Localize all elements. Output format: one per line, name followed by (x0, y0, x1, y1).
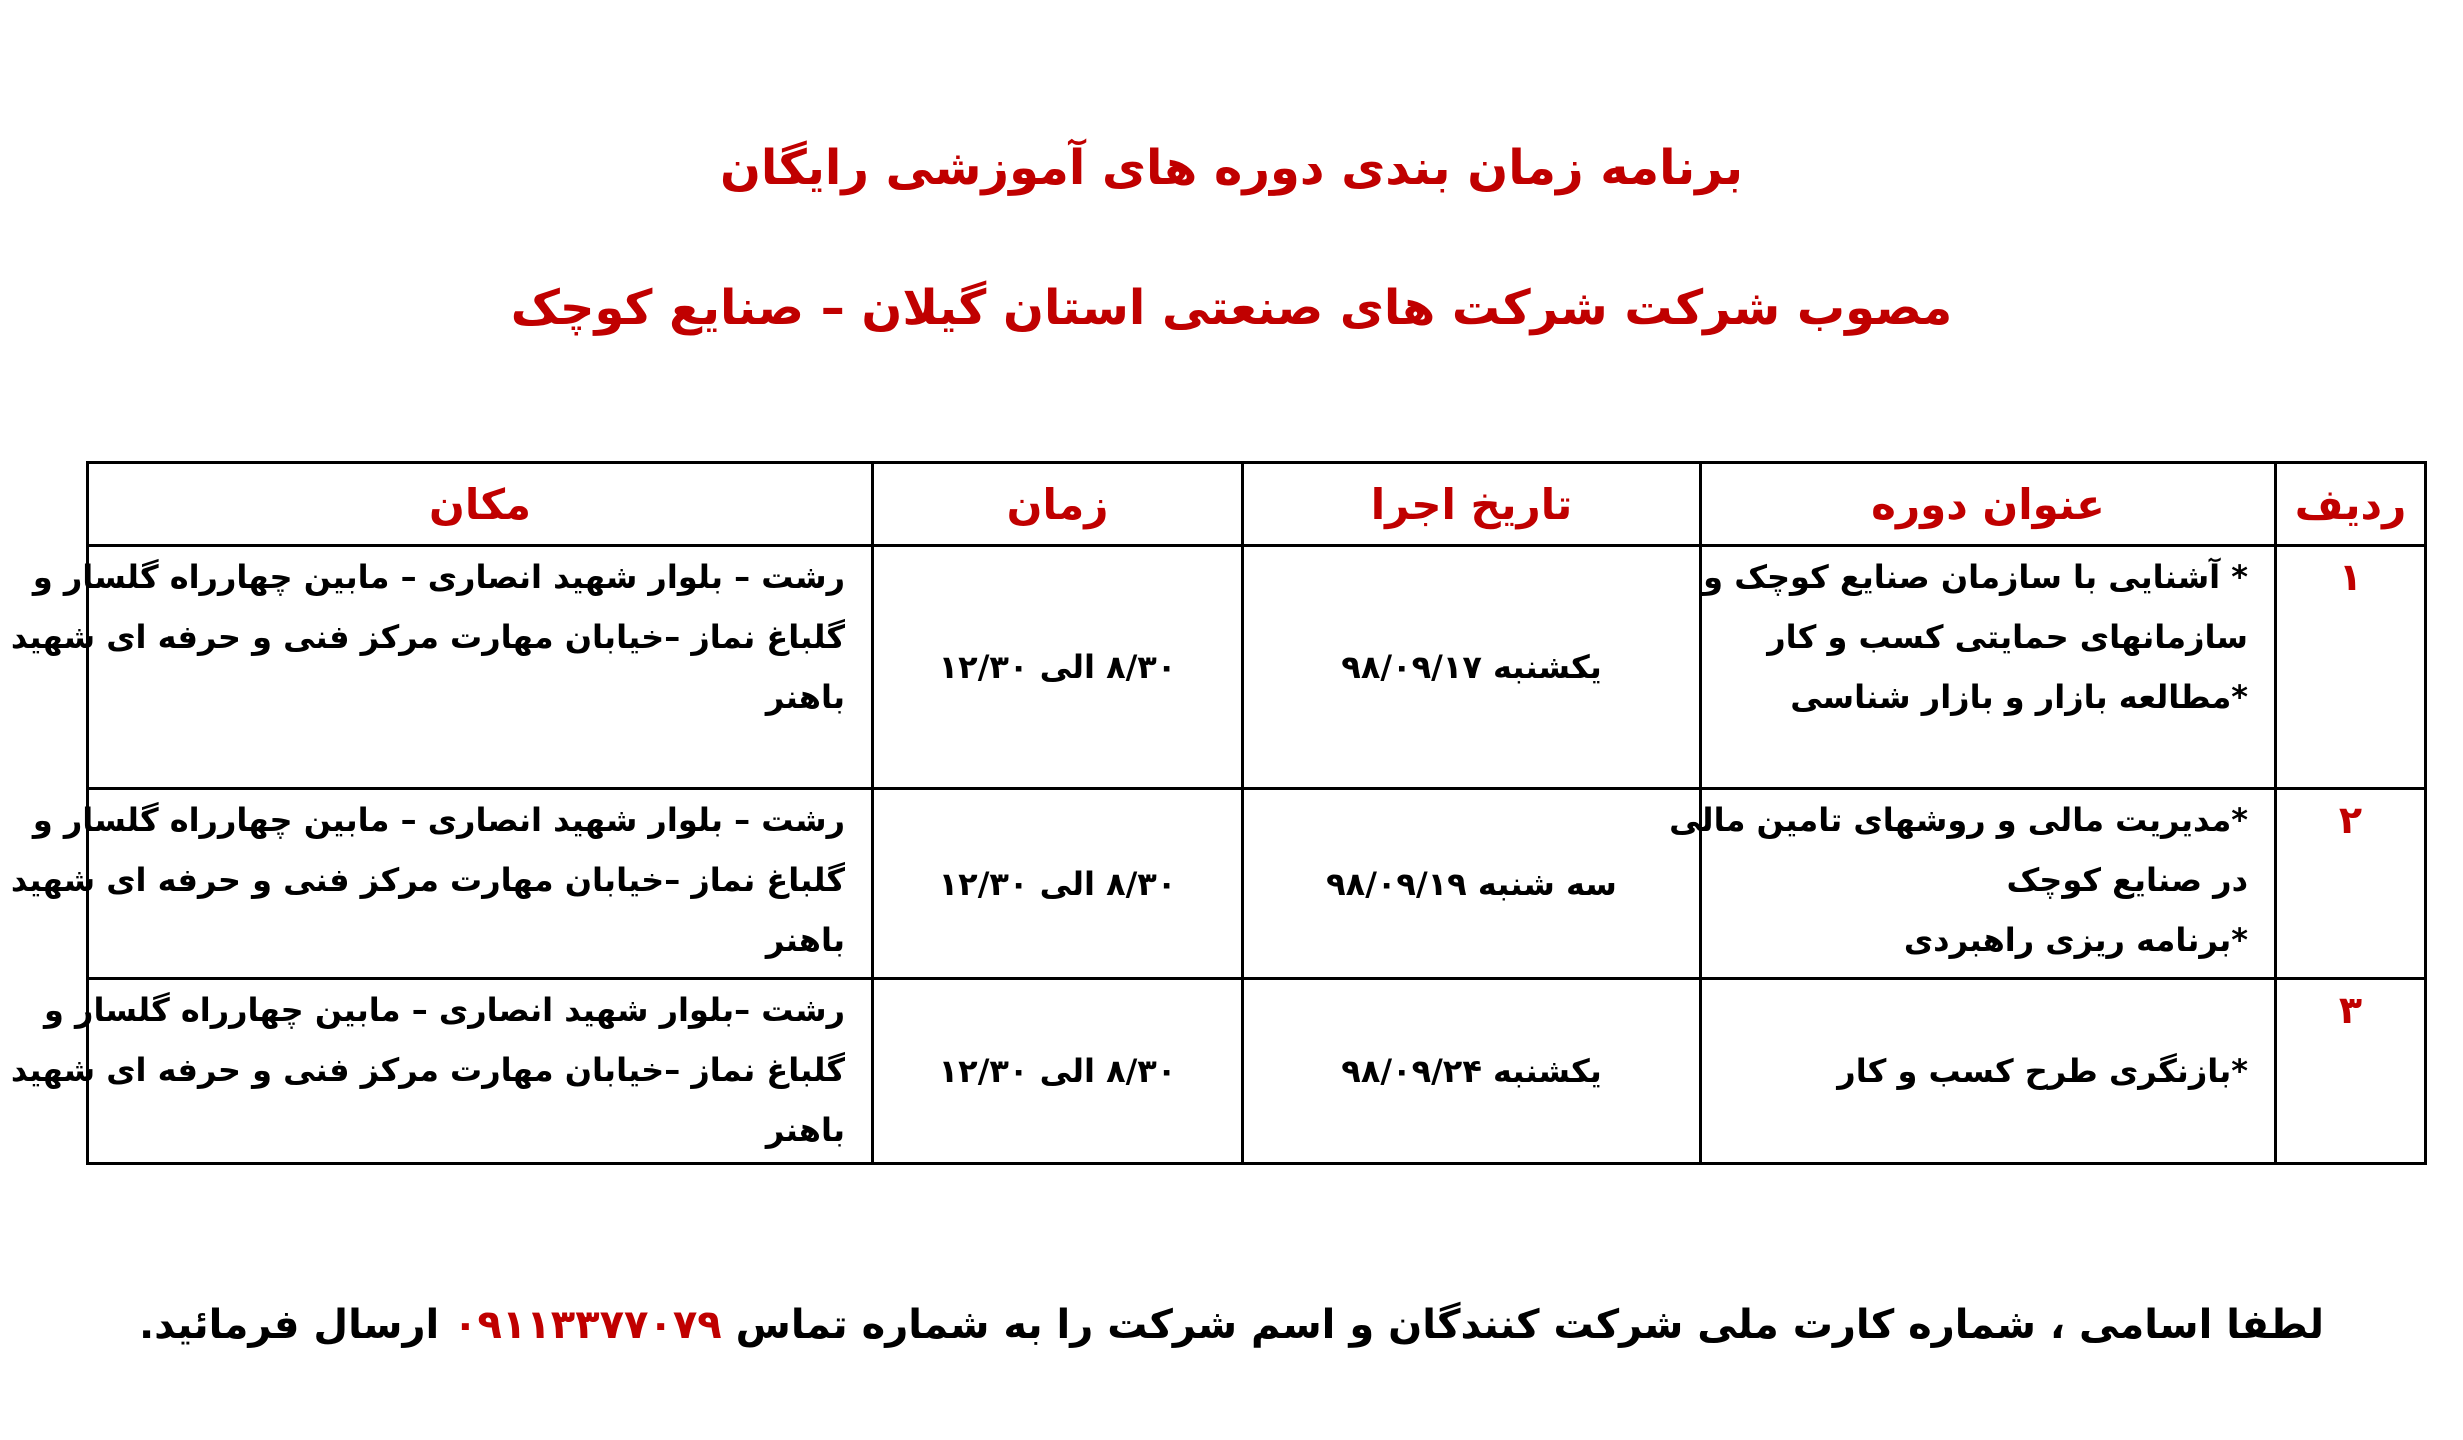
place-line: گلباغ نماز –خیابان مهارت مرکز فنی و حرفه ای شهید (10, 861, 845, 899)
course-line: * آشنایی با سازمان صنایع کوچک و (1703, 558, 2248, 596)
cell-course-title (1669, 789, 2276, 979)
place-line: باهنر (765, 921, 845, 959)
course-line: در صنایع کوچک (2006, 861, 2248, 899)
cell-time: ۸/۳۰ الی ۱۲/۳۰ (873, 979, 1243, 1164)
place-line: رشت – بلوار شهید انصاری – مابین چهارراه گلسار و (32, 801, 845, 839)
course-line: سازمانهای حمایتی کسب و کار (1767, 618, 2248, 656)
cell-course-title (1701, 979, 2276, 1164)
cell-row-no: ۲ (2276, 789, 2426, 979)
place-line: رشت – بلوار شهید انصاری – مابین چهارراه گلسار و (32, 558, 845, 596)
footer-text-before: لطفا اسامی ، شماره کارت ملی شرکت کنندگان و اسم شرکت را به شماره تماس (735, 1302, 2325, 1348)
cell-course-title (1701, 546, 2276, 789)
header-row-no: ردیف (2276, 463, 2426, 546)
cell-row-no: ۱ (2276, 546, 2426, 789)
page-subtitle: مصوب شرکت شرکت های صنعتی استان گیلان – صنایع کوچک (510, 280, 1953, 336)
table-row (88, 979, 2426, 1164)
footer-note (0, 1302, 2463, 1348)
cell-time: ۸/۳۰ الی ۱۲/۳۰ (873, 546, 1243, 789)
cell-date: سه شنبه ۹۸/۰۹/۱۹ (1243, 789, 1701, 979)
cell-place (10, 546, 873, 789)
header-course-title: عنوان دوره (1701, 463, 2276, 546)
cell-place (10, 789, 873, 979)
cell-date: یکشنبه ۹۸/۰۹/۱۷ (1243, 546, 1701, 789)
schedule-table-container (10, 461, 2424, 1158)
table-row (88, 789, 2426, 979)
footer-phone-number: ۰۹۱۱۳۳۷۷۰۷۹ (453, 1302, 722, 1348)
course-line: *مدیریت مالی و روشهای تامین مالی (1669, 801, 2248, 839)
header-time: زمان (873, 463, 1243, 546)
course-line: *مطالعه بازار و بازار شناسی (1790, 678, 2248, 716)
schedule-table (10, 461, 2427, 1165)
table-row (88, 546, 2426, 789)
cell-row-no: ۳ (2276, 979, 2426, 1164)
place-line: گلباغ نماز –خیابان مهارت مرکز فنی و حرفه ای شهید (10, 618, 845, 656)
course-line: *برنامه ریزی راهبردی (1903, 921, 2248, 959)
place-line: باهنر (765, 1111, 845, 1149)
cell-date: یکشنبه ۹۸/۰۹/۲۴ (1243, 979, 1701, 1164)
course-line: *بازنگری طرح کسب و کار (1837, 1052, 2248, 1090)
cell-time: ۸/۳۰ الی ۱۲/۳۰ (873, 789, 1243, 979)
cell-place (10, 979, 873, 1164)
header-date: تاریخ اجرا (1243, 463, 1701, 546)
place-line: گلباغ نماز –خیابان مهارت مرکز فنی و حرفه ای شهید (10, 1051, 845, 1089)
page-title: برنامه زمان بندی دوره های آموزشی رایگان (719, 140, 1744, 196)
footer-text-after: ارسال فرمائید. (138, 1302, 440, 1348)
header-place: مکان (88, 463, 873, 546)
table-header-row (88, 463, 2426, 546)
place-line: رشت –بلوار شهید انصاری – مابین چهارراه گلسار و (43, 991, 845, 1029)
place-line: باهنر (765, 678, 845, 716)
